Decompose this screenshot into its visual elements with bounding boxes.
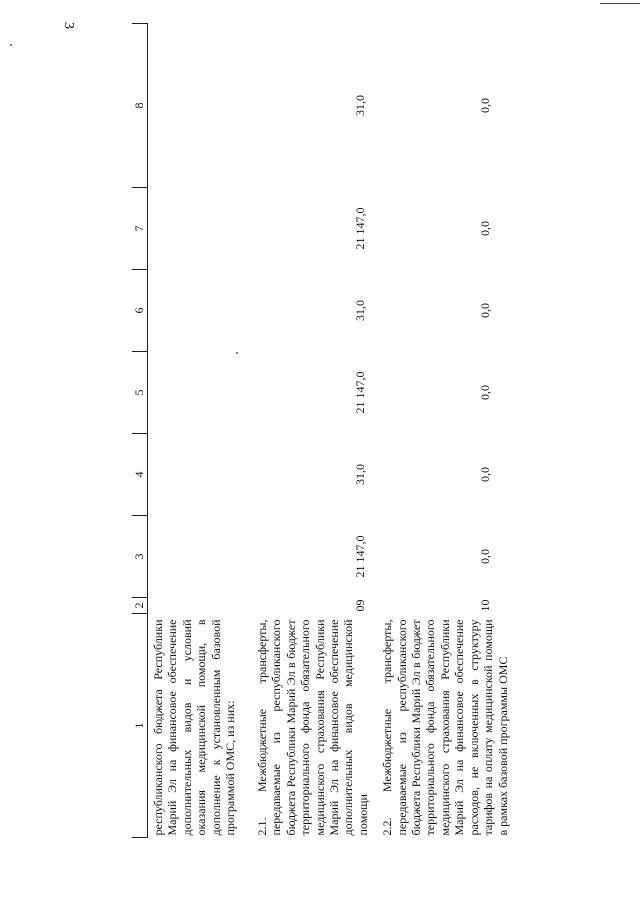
column-header: 3 [132, 516, 148, 598]
rotated-table-wrapper [132, 24, 632, 838]
cell-value [148, 352, 250, 434]
column-header: 4 [132, 434, 148, 516]
column-header: 1 [132, 614, 148, 838]
cell-value: 0,0 [478, 467, 493, 482]
cell-value: 31,0 [353, 464, 367, 485]
cell-value: 31,0 [353, 95, 367, 116]
cell-value: 21 147,0 [353, 535, 367, 578]
table-row [249, 24, 374, 838]
table-row [374, 24, 534, 838]
cell-value: 31,0 [353, 300, 367, 321]
column-header: 5 [132, 352, 148, 434]
cell-value [148, 270, 250, 352]
header-row [132, 24, 148, 838]
budget-table [132, 23, 534, 838]
cell-value [148, 516, 250, 598]
column-header: 8 [132, 24, 148, 188]
cell-value: 0,0 [478, 221, 493, 236]
table-row [148, 24, 250, 838]
row-code: 09 [353, 599, 367, 612]
cell-value: 0,0 [478, 98, 493, 113]
column-header: 2 [132, 598, 148, 614]
scan-corner-mark [600, 3, 640, 16]
row-description: 2.2. Межбюджетные трансферты, передаваемые из республиканского бюджета Республики Марий Эл в бюджет территориального фонда обязательного медицинского страхования Республики Марий Эл на финансовое обеспечение расходов, не включенных в структуру тарифов на оплату медицинской помощи в рамках базовой программы ОМС [380, 619, 510, 836]
cell-value: 0,0 [478, 549, 493, 564]
page-number: 3 [61, 22, 76, 29]
row-description: 2.1. Межбюджетные трансферты, передаваемые из республиканского бюджета Республики Марий Эл в бюджет территориального фонда обязательного медицинского страхования Республики Марий Эл на финансовое обеспечение дополнительных видов медицинской помощи [255, 619, 370, 836]
column-header: 7 [132, 188, 148, 270]
cell-value [148, 188, 250, 270]
cell-value [148, 24, 250, 188]
cell-value: 0,0 [478, 303, 493, 318]
row-code [148, 598, 250, 614]
row-description: республиканского бюджета Республики Марий Эл на финансовое обеспечение дополнительных видов и условий оказания медицинской помощи, в дополнение к установленным базовой программой ОМС, из них: [151, 619, 238, 836]
cell-value: 21 147,0 [353, 371, 367, 414]
cell-value: 21 147,0 [353, 207, 367, 250]
cell-value [148, 434, 250, 516]
column-header: 6 [132, 270, 148, 352]
row-code: 10 [478, 599, 493, 612]
cell-value: 0,0 [478, 385, 493, 400]
scan-speck [10, 44, 12, 46]
